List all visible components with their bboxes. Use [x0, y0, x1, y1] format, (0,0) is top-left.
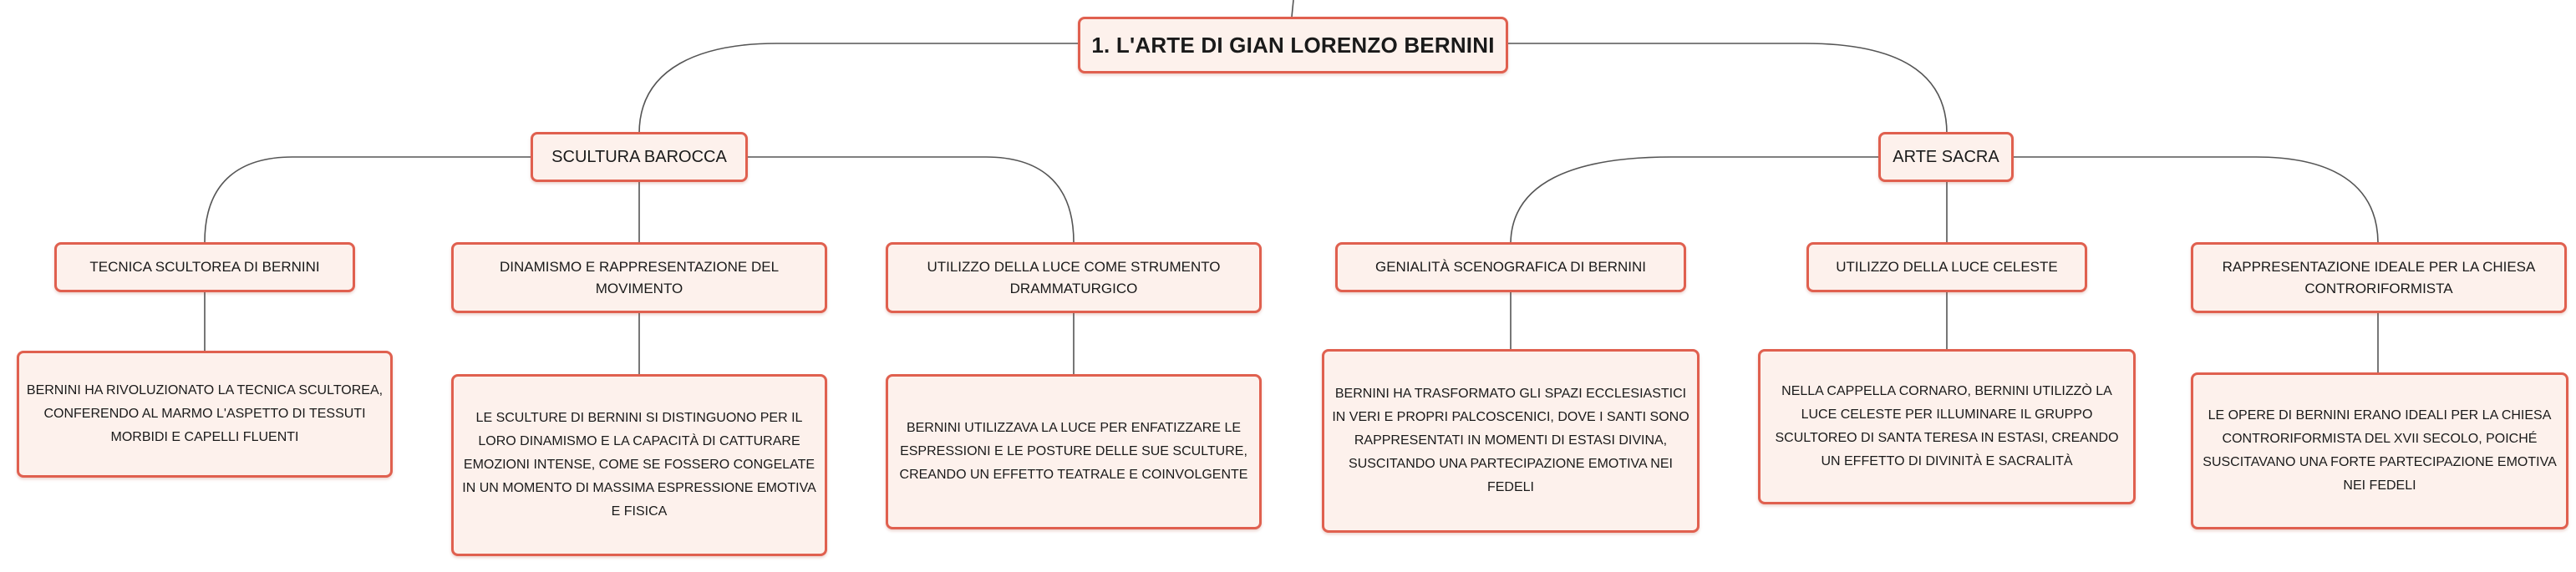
topic-label: UTILIZZO DELLA LUCE CELESTE: [1836, 259, 2058, 275]
detail-node-chiesa-controriformista[interactable]: [2191, 372, 2568, 529]
branch-label: ARTE SACRA: [1893, 147, 1999, 166]
detail-text: BERNINI HA RIVOLUZIONATO LA TECNICA SCULTOREA, CONFERENDO AL MARMO L'ASPETTO DI TESSUTI MORBIDI E CAPELLI FLUENTI: [26, 383, 384, 444]
connector-b1-t3: [748, 157, 1074, 242]
detail-node-luce-drammaturgica[interactable]: [886, 374, 1262, 529]
branch-label: SCULTURA BAROCCA: [551, 147, 727, 166]
detail-text: LE SCULTURE DI BERNINI SI DISTINGUONO PER IL LORO DINAMISMO E LA CAPACITÀ DI CATTURARE EMOZIONI INTENSE, COME SE FOSSERO CONGELATE IN UN MOMENTO DI MASSIMA ESPRESSIONE EMOTIVA E FISICA: [462, 411, 816, 519]
branch-node-scultura-barocca[interactable]: [531, 132, 748, 182]
topic-node-chiesa-controriformista[interactable]: [2191, 242, 2567, 313]
topic-node-luce-celeste[interactable]: [1806, 242, 2087, 292]
topic-node-tecnica-scultorea[interactable]: [54, 242, 355, 292]
connector-root-top: [1292, 0, 1293, 17]
connector-root-branch-2: [1508, 43, 1947, 134]
connector-b2-t3: [2014, 157, 2378, 242]
detail-node-luce-celeste[interactable]: [1758, 349, 2136, 504]
root-label: 1. L'ARTE DI GIAN LORENZO BERNINI: [1091, 32, 1495, 58]
connector-b1-t1: [205, 157, 531, 242]
topic-node-dinamismo[interactable]: [451, 242, 827, 313]
detail-node-tecnica-scultorea[interactable]: [17, 351, 393, 478]
root-node[interactable]: [1078, 17, 1508, 73]
detail-text: LE OPERE DI BERNINI ERANO IDEALI PER LA CHIESA CONTRORIFORMISTA DEL XVII SECOLO, POICHÉ SUSCITAVANO UNA FORTE PARTECIPAZIONE EMOTIVA NEI FEDELI: [2203, 408, 2557, 493]
detail-node-dinamismo[interactable]: [451, 374, 827, 556]
detail-node-genialita-scenografica[interactable]: [1322, 349, 1700, 533]
branch-node-arte-sacra[interactable]: [1878, 132, 2014, 182]
detail-text: BERNINI HA TRASFORMATO GLI SPAZI ECCLESIASTICI IN VERI E PROPRI PALCOSCENICI, DOVE I SANTI SONO RAPPRESENTATI IN MOMENTI DI ESTASI DIVINA, SUSCITANDO UNA PARTECIPAZIONE EMOTIVA NEI FEDELI: [1332, 387, 1689, 494]
connector-b2-t1: [1511, 157, 1878, 242]
connector-root-branch-1: [639, 43, 1078, 134]
topic-node-genialita-scenografica[interactable]: [1335, 242, 1686, 292]
topic-label: UTILIZZO DELLA LUCE COME STRUMENTO DRAMMATURGICO: [927, 258, 1221, 296]
topic-label: DINAMISMO E RAPPRESENTAZIONE DEL MOVIMENTO: [499, 258, 780, 296]
topic-label: GENIALITÀ SCENOGRAFICA DI BERNINI: [1374, 259, 1646, 275]
detail-text: BERNINI UTILIZZAVA LA LUCE PER ENFATIZZARE LE ESPRESSIONI E LE POSTURE DELLE SUE SCULTURE, CREANDO UN EFFETTO TEATRALE E COINVOLGENTE: [899, 421, 1248, 482]
topic-label: TECNICA SCULTOREA DI BERNINI: [89, 259, 320, 275]
topic-label: RAPPRESENTAZIONE IDEALE PER LA CHIESA CONTRORIFORMISTA: [2222, 258, 2536, 296]
topic-node-luce-drammaturgica[interactable]: [886, 242, 1262, 313]
detail-text: NELLA CAPPELLA CORNARO, BERNINI UTILIZZÒ LA LUCE CELESTE PER ILLUMINARE IL GRUPPO SCULTOREO DI SANTA TERESA IN ESTASI, CREANDO UN EFFETTO DI DIVINITÀ E SACRALITÀ: [1775, 384, 2119, 468]
